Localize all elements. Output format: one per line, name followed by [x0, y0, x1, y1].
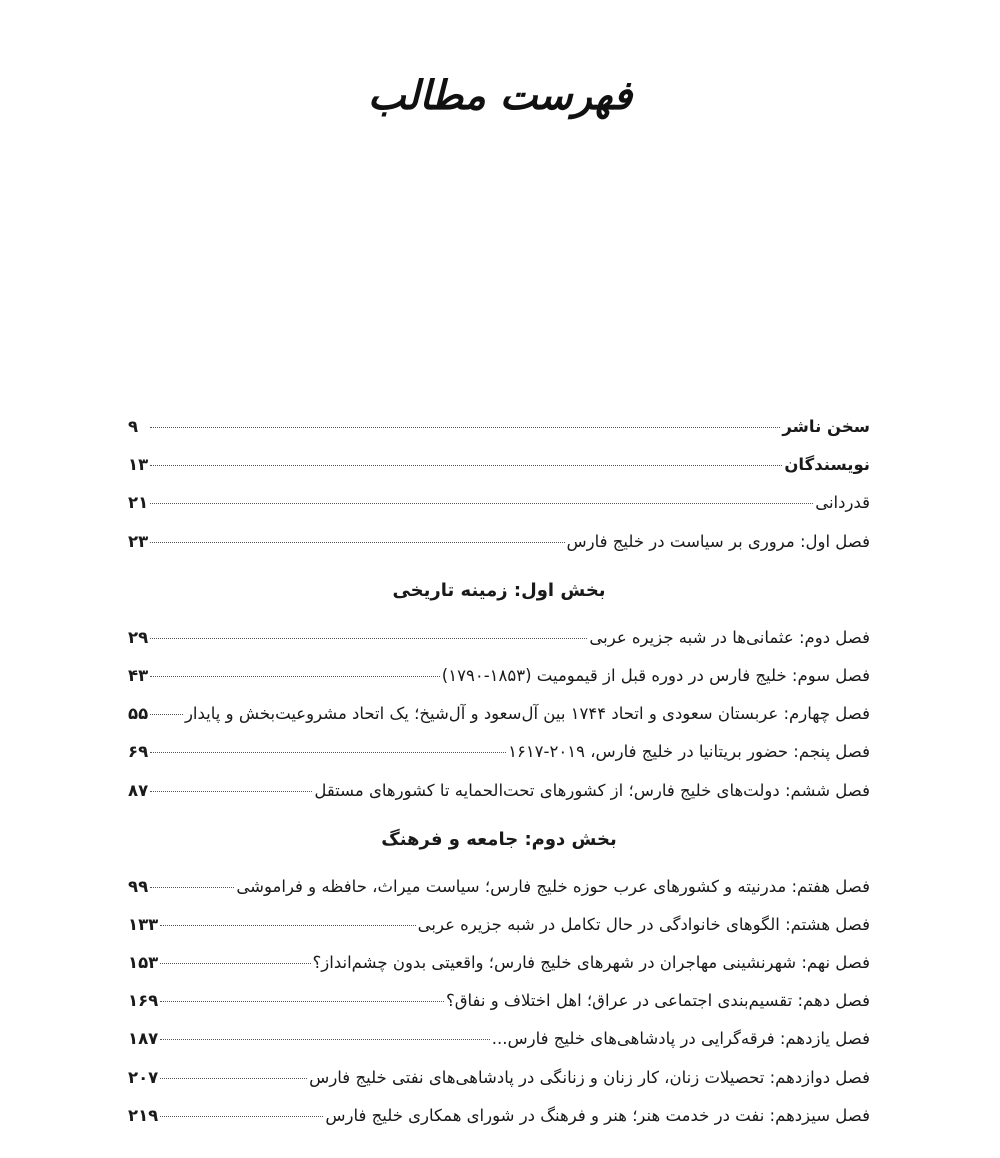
toc-entry-label: فصل هشتم: الگوهای خانوادگی در حال تکامل در شبه جزیره عربی — [417, 914, 870, 934]
toc-page-number: ۱۶۹ — [128, 991, 159, 1011]
front-matter-list — [128, 408, 870, 561]
toc-entry-publisher-note[interactable] — [128, 408, 870, 446]
toc-entry-label: فصل یازدهم: فرقه‌گرایی در پادشاهی‌های خلیج فارس... — [491, 1029, 870, 1049]
toc-entry-label: فصل دوازدهم: تحصیلات زنان، کار زنان و زنانگی در پادشاهی‌های نفتی خلیج فارس — [309, 1067, 870, 1087]
toc-page-number: ۶۹ — [128, 742, 149, 762]
dot-leader — [150, 426, 780, 428]
dot-leader — [160, 1115, 323, 1117]
dot-leader — [160, 1077, 307, 1079]
toc-entry-label: فصل سوم: خلیج فارس در دوره قبل از قیمومیت (۱۸۵۳-۱۷۹۰) — [441, 665, 870, 685]
dot-leader — [160, 1038, 490, 1040]
toc-entry-chapter-13[interactable] — [128, 1097, 870, 1135]
toc-page-number: ۱۳۳ — [128, 914, 159, 934]
section-heading: بخش اول: زمینه تاریخی — [392, 579, 606, 601]
toc-entry-chapter-9[interactable] — [128, 944, 870, 982]
toc-entry-acknowledgements[interactable] — [128, 484, 870, 522]
dot-leader — [150, 886, 234, 888]
toc-entry-chapter-11[interactable] — [128, 1020, 870, 1058]
toc-page-number: ۲۹ — [128, 627, 149, 647]
dot-leader — [150, 464, 782, 466]
toc-entry-chapter-6[interactable] — [128, 772, 870, 810]
table-of-contents — [128, 408, 870, 1135]
toc-entry-label: فصل نهم: شهرنشینی مهاجران در شهرهای خلیج فارس؛ واقعیتی بدون چشم‌انداز؟ — [312, 953, 870, 973]
toc-entry-label: فصل ششم: دولت‌های خلیج فارس؛ از کشورهای تحت‌الحمایه تا کشورهای مستقل — [314, 780, 870, 800]
toc-entry-label: قدردانی — [815, 493, 870, 513]
toc-entry-chapter-1[interactable] — [128, 523, 870, 561]
toc-page-number: ۲۱۹ — [128, 1105, 159, 1125]
toc-page-number: ۲۱ — [128, 493, 149, 513]
dot-leader — [160, 1000, 444, 1002]
toc-entry-chapter-8[interactable] — [128, 906, 870, 944]
toc-page-number: ۹۹ — [128, 876, 149, 896]
toc-page-number: ۹ — [128, 417, 139, 436]
dot-leader — [150, 675, 440, 677]
toc-entry-label: فصل دوم: عثمانی‌ها در شبه جزیره عربی — [589, 627, 870, 647]
toc-entry-chapter-4[interactable] — [128, 695, 870, 733]
toc-entry-label: فصل هفتم: مدرنیته و کشورهای عرب حوزه خلیج فارس؛ سیاست میراث، حافظه و فراموشی — [236, 876, 870, 896]
dot-leader — [150, 502, 813, 504]
toc-entry-label: فصل دهم: تقسیم‌بندی اجتماعی در عراق؛ اهل اختلاف و نفاق؟ — [445, 991, 870, 1011]
toc-entry-authors[interactable] — [128, 446, 870, 484]
toc-page-number: ۱۵۳ — [128, 953, 159, 973]
toc-page-number: ۱۸۷ — [128, 1029, 159, 1049]
toc-page-number: ۴۳ — [128, 665, 149, 685]
dot-leader — [160, 962, 310, 964]
dot-leader — [160, 924, 415, 926]
toc-entry-label: فصل پنجم: حضور بریتانیا در خلیج فارس، ۲۰۱۹-۱۶۱۷ — [508, 742, 870, 762]
toc-page-number: ۲۰۷ — [128, 1067, 159, 1087]
toc-entry-label: فصل اول: مروری بر سیاست در خلیج فارس — [566, 531, 870, 551]
toc-entry-chapter-12[interactable] — [128, 1059, 870, 1097]
toc-page-number: ۱۳ — [128, 455, 149, 475]
toc-entry-chapter-7[interactable] — [128, 868, 870, 906]
toc-entry-label: نویسندگان — [784, 455, 870, 475]
toc-page-number: ۲۳ — [128, 531, 149, 551]
dot-leader — [150, 751, 506, 753]
dot-leader — [150, 541, 564, 543]
toc-entry-label: فصل سیزدهم: نفت در خدمت هنر؛ هنر و فرهنگ در شورای همکاری خلیج فارس — [325, 1105, 870, 1125]
toc-entry-chapter-10[interactable] — [128, 982, 870, 1020]
section-society-culture — [128, 812, 870, 1135]
dot-leader — [150, 713, 183, 715]
toc-page-number: ۸۷ — [128, 780, 149, 800]
toc-entry-label: سخن ناشر — [782, 417, 870, 436]
dot-leader — [150, 790, 312, 792]
toc-entry-chapter-2[interactable] — [128, 619, 870, 657]
toc-entry-label: فصل چهارم: عربستان سعودی و اتحاد ۱۷۴۴ بین آل‌سعود و آل‌شیخ؛ یک اتحاد مشروعیت‌بخش و پایدار — [184, 704, 870, 724]
toc-entry-chapter-3[interactable] — [128, 657, 870, 695]
toc-entry-chapter-5[interactable] — [128, 733, 870, 771]
page-title: فهرست مطالب — [367, 72, 633, 119]
section-heading: بخش دوم: جامعه و فرهنگ — [381, 828, 617, 850]
dot-leader — [150, 637, 587, 639]
toc-page-number: ۵۵ — [128, 704, 149, 724]
section-historical-background — [128, 563, 870, 810]
